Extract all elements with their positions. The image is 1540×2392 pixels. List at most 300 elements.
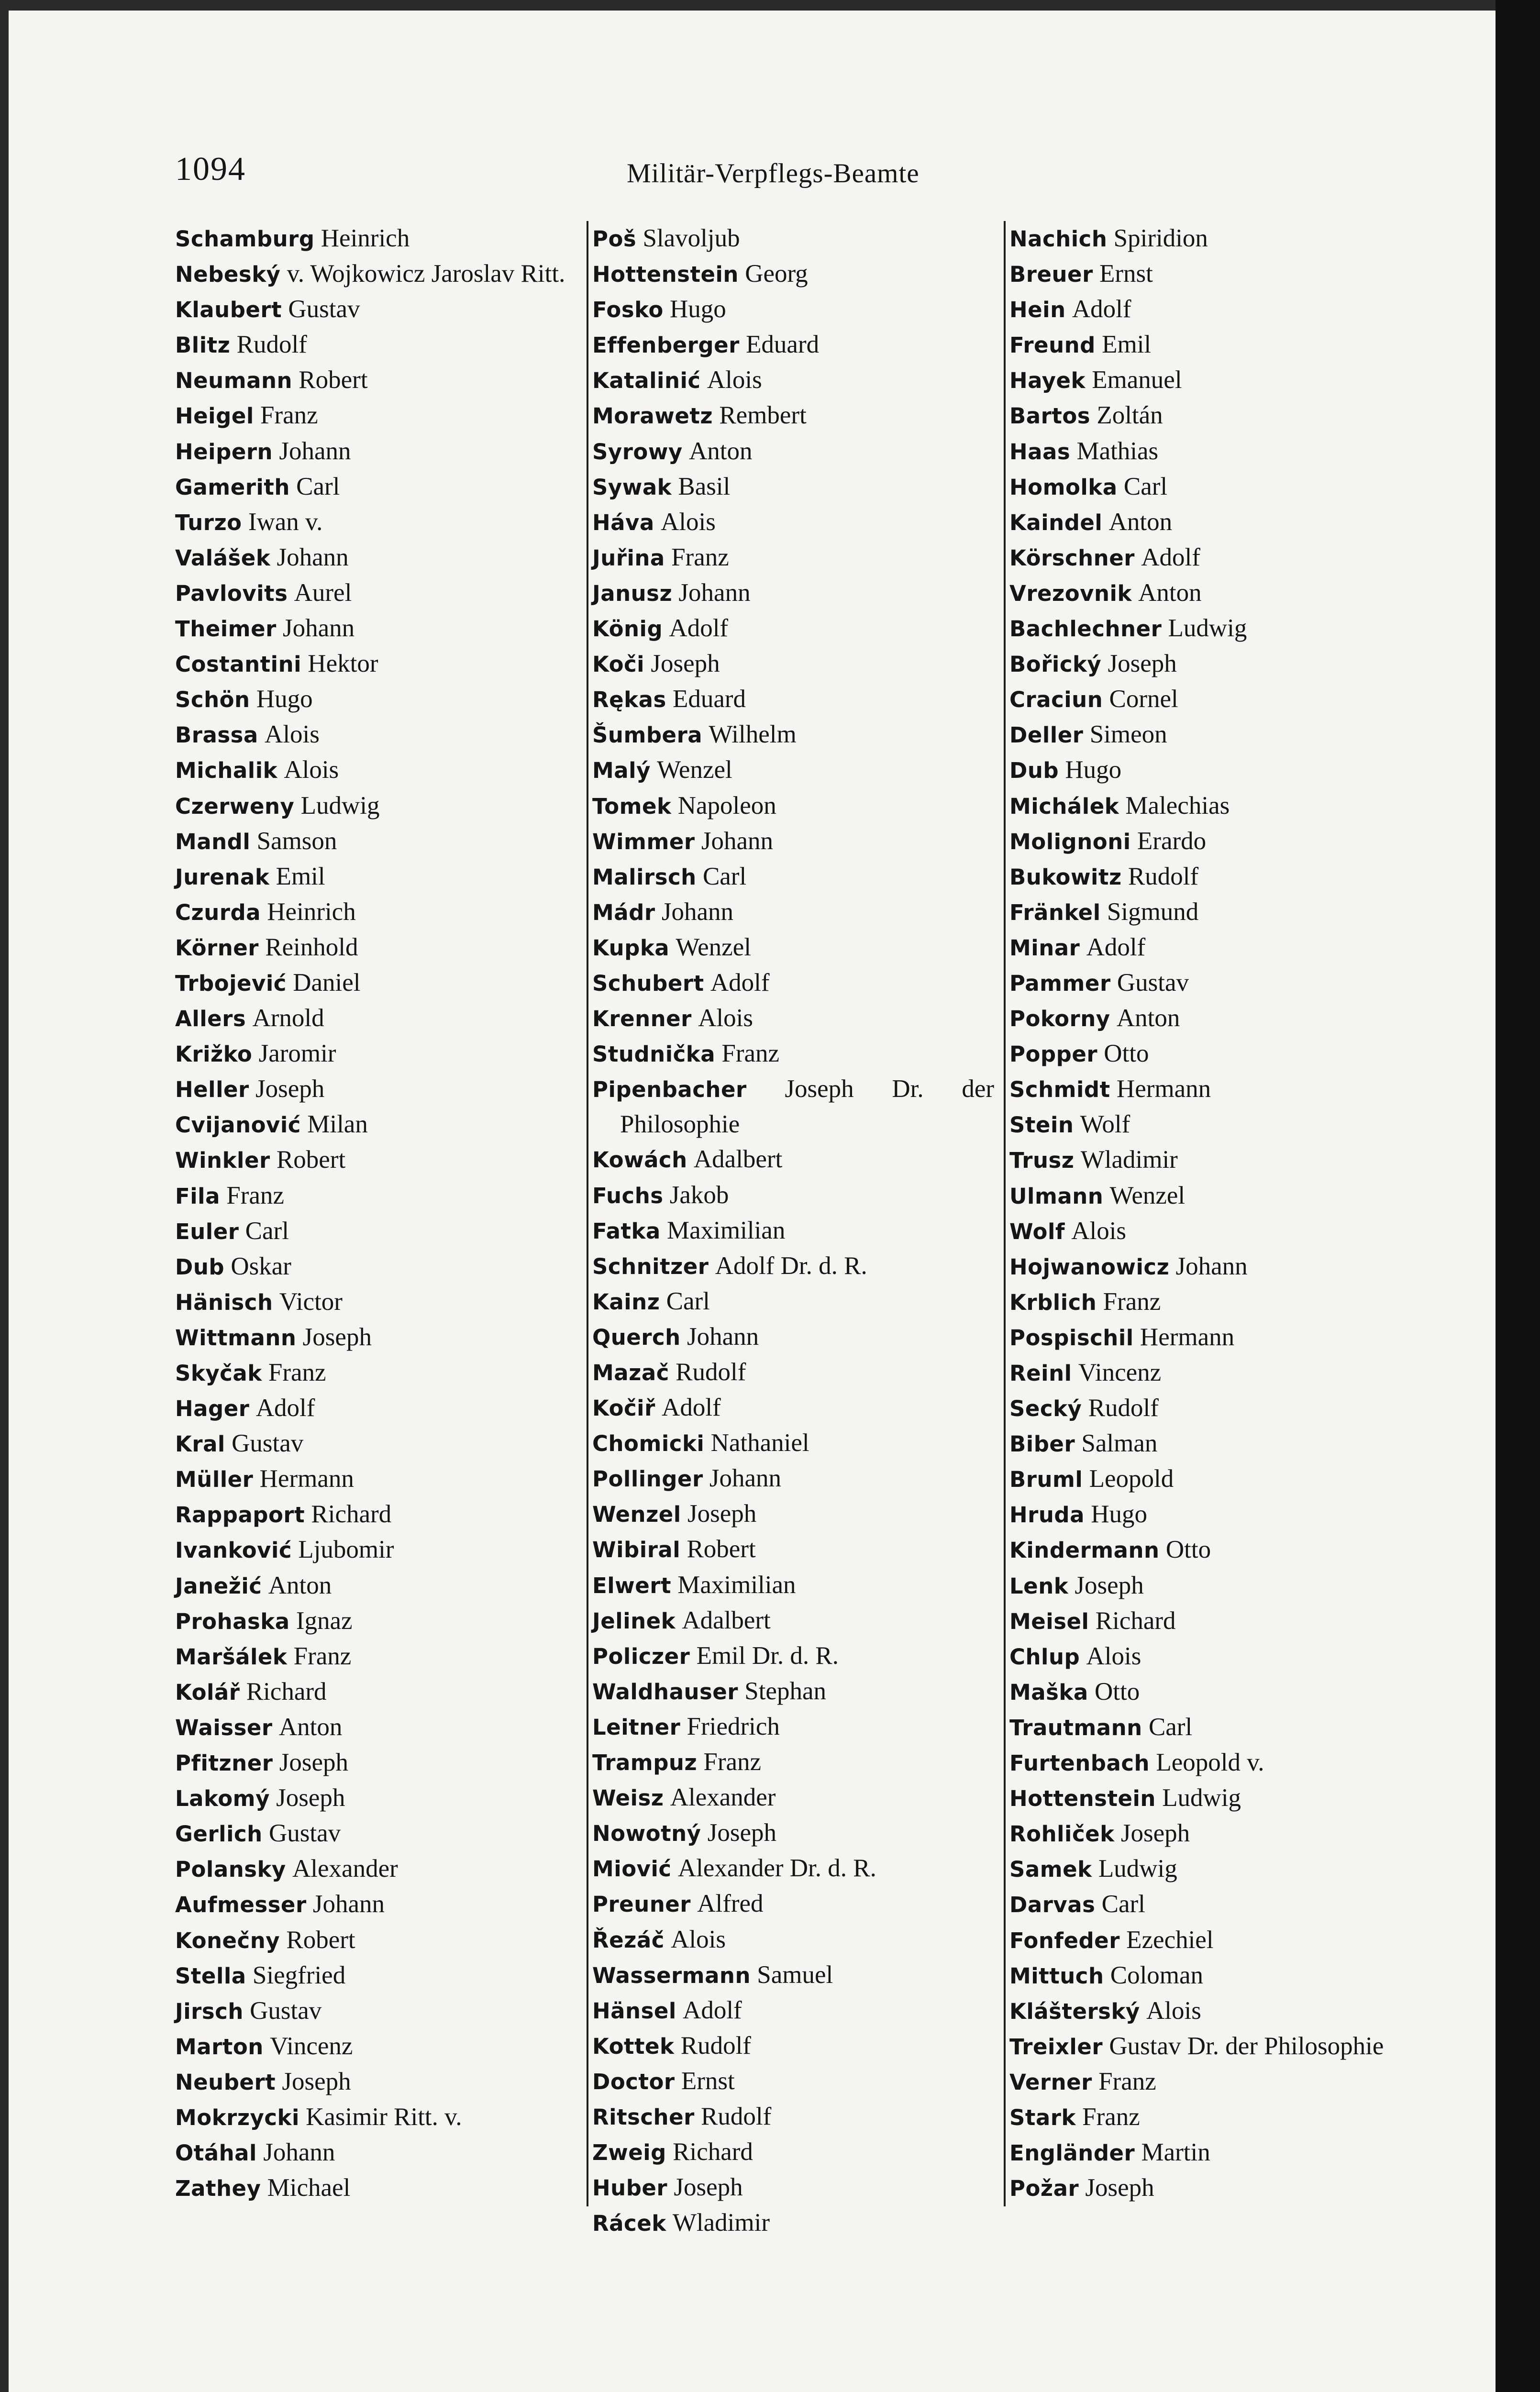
entry-surname: Klaubert xyxy=(175,297,282,323)
entry-surname: Heipern xyxy=(175,439,273,465)
entry-given-name: Alois xyxy=(1146,1996,1201,2025)
entry-surname: Ivanković xyxy=(175,1538,292,1563)
entry-given-name: Gustav xyxy=(268,1819,341,1848)
entry-given-name: Rembert xyxy=(719,401,807,430)
entry-surname: Fuchs xyxy=(592,1183,664,1208)
entry-surname: Stein xyxy=(1009,1112,1074,1138)
entry-given-name: v. Wojkowicz Jaroslav Ritt. xyxy=(287,260,565,288)
entry-surname: Požar xyxy=(1009,2176,1079,2202)
entry-surname: Dub xyxy=(1009,758,1059,784)
name-entry xyxy=(175,1426,587,1462)
name-entry xyxy=(592,1639,994,1674)
name-entry xyxy=(1009,682,1421,717)
entry-given-name: Victor xyxy=(279,1287,343,1316)
entry-surname: Heller xyxy=(175,1077,249,1103)
entry-surname: Treixler xyxy=(1009,2034,1103,2060)
entry-given-name: Johann xyxy=(1175,1252,1248,1280)
entry-surname: Michalik xyxy=(175,758,278,784)
entry-surname: Janusz xyxy=(592,580,673,606)
entry-given-name: Milan xyxy=(307,1110,368,1139)
entry-surname: Reinl xyxy=(1009,1361,1072,1386)
book-page xyxy=(9,11,1496,2392)
entry-given-name: Alois xyxy=(265,720,320,749)
entry-surname: Polansky xyxy=(175,1857,286,1883)
entry-surname: Darvas xyxy=(1009,1892,1096,1918)
entry-surname: Stella xyxy=(175,1963,246,1989)
entry-surname: Dub xyxy=(175,1254,225,1280)
name-entry xyxy=(592,1072,994,1142)
entry-surname: Waisser xyxy=(175,1715,273,1740)
name-entry xyxy=(175,540,587,576)
entry-surname: Poš xyxy=(592,226,637,252)
name-entry xyxy=(592,469,994,505)
entry-given-name: Johann xyxy=(263,2138,335,2167)
entry-surname: Jelinek xyxy=(592,1608,676,1634)
entry-given-name: Anton xyxy=(1116,1004,1180,1032)
name-entry xyxy=(1009,221,1421,256)
name-entry xyxy=(175,895,587,930)
entry-surname: Wibiral xyxy=(592,1537,681,1563)
name-entry xyxy=(175,2135,587,2171)
entry-given-name: Joseph xyxy=(276,1784,345,1812)
entry-surname: Mádr xyxy=(592,899,655,925)
entry-surname: Trbojević xyxy=(175,970,287,996)
entry-given-name: Heinrich xyxy=(267,897,356,926)
entry-given-name: Zoltán xyxy=(1097,401,1163,430)
entry-given-name: Robert xyxy=(299,366,368,394)
entry-given-name: Emil Dr. d. R. xyxy=(696,1641,839,1670)
name-entry xyxy=(175,1214,587,1249)
entry-given-name: Iwan v. xyxy=(248,508,323,536)
name-entry xyxy=(175,1001,587,1036)
entry-given-name: Rudolf xyxy=(236,331,307,359)
entry-surname: Konečny xyxy=(175,1927,280,1953)
entry-given-name: Adolf xyxy=(683,1996,742,2024)
entry-given-name: Slavoljub xyxy=(643,224,740,252)
entry-given-name: Gustav xyxy=(1117,968,1189,997)
entry-given-name: Wladimir xyxy=(672,2209,770,2237)
entry-given-name: Richard xyxy=(311,1500,392,1528)
entry-given-name: Carl xyxy=(666,1287,710,1315)
entry-given-name: Oskar xyxy=(231,1252,291,1280)
entry-surname: Trusz xyxy=(1009,1148,1075,1174)
entry-given-name: Hektor xyxy=(308,650,378,678)
entry-surname: Homolka xyxy=(1009,474,1118,500)
entry-given-name: Wolf xyxy=(1080,1110,1130,1139)
entry-surname: Doctor xyxy=(592,2069,675,2094)
name-entry xyxy=(592,930,994,965)
entry-surname: Lakomý xyxy=(175,1786,270,1812)
entry-given-name: Ludwig xyxy=(1162,1784,1241,1812)
entry-surname: Cvijanović xyxy=(175,1112,301,1138)
name-entry xyxy=(592,611,994,646)
entry-given-name: Anton xyxy=(278,1713,343,1741)
entry-surname: Schamburg xyxy=(175,226,315,252)
name-entry xyxy=(175,788,587,824)
entry-surname: Krenner xyxy=(592,1006,692,1032)
entry-given-name: Ludwig xyxy=(1168,614,1247,642)
name-entry xyxy=(1009,1249,1421,1285)
entry-surname: Mandl xyxy=(175,829,251,854)
page-number: 1094 xyxy=(175,151,246,188)
name-entry xyxy=(175,292,587,327)
name-entry xyxy=(1009,1923,1421,1958)
entry-surname: Koči xyxy=(592,652,645,677)
entry-given-name: Otto xyxy=(1104,1040,1149,1068)
name-entry xyxy=(175,2171,587,2206)
name-entry xyxy=(592,1568,994,1603)
name-entry xyxy=(175,221,587,256)
entry-surname: Freund xyxy=(1009,332,1096,358)
entry-surname: Bachlechner xyxy=(1009,616,1162,642)
name-entry xyxy=(1009,2100,1421,2135)
name-entry xyxy=(592,1249,994,1284)
entry-given-name: Adolf xyxy=(1072,295,1131,323)
name-entry xyxy=(175,611,587,646)
entry-surname: Schmidt xyxy=(1009,1077,1110,1103)
name-entry xyxy=(1009,1781,1421,1816)
entry-given-name: Alexander xyxy=(292,1855,398,1883)
entry-surname: Kottek xyxy=(592,2033,675,2059)
name-entry xyxy=(175,1285,587,1320)
name-entry xyxy=(175,1781,587,1816)
entry-given-name: Alois xyxy=(660,508,716,536)
entry-given-name: Adolf xyxy=(1086,933,1146,961)
name-entry xyxy=(175,824,587,859)
entry-given-name: Johann xyxy=(279,437,351,465)
entry-given-name: Hermann xyxy=(1140,1323,1235,1351)
entry-given-name: Reinhold xyxy=(265,933,358,961)
entry-given-name: Michael xyxy=(267,2174,351,2202)
name-entry xyxy=(1009,1036,1421,1072)
entry-given-name: Richard xyxy=(1095,1606,1176,1635)
entry-given-name: Vincenz xyxy=(270,2032,353,2060)
entry-given-name: Anton xyxy=(268,1571,332,1599)
name-entry xyxy=(592,1958,994,1993)
name-entry xyxy=(1009,1993,1421,2029)
name-entry xyxy=(1009,327,1421,363)
entry-given-name: Georg xyxy=(745,260,808,288)
name-entry xyxy=(1009,1497,1421,1532)
entry-given-name: Martin xyxy=(1141,2138,1210,2167)
name-entry xyxy=(1009,717,1421,753)
entry-given-name: Joseph xyxy=(282,2067,351,2095)
name-entry xyxy=(175,1107,587,1142)
name-entry xyxy=(175,327,587,363)
name-entry xyxy=(592,1816,994,1851)
name-entry xyxy=(592,965,994,1001)
name-entry xyxy=(175,1355,587,1391)
entry-given-name: Franz xyxy=(1098,2067,1156,2095)
entry-surname: Hottenstein xyxy=(592,262,739,288)
entry-surname: Körner xyxy=(175,935,259,961)
entry-given-name: Richard xyxy=(246,1677,327,1705)
entry-surname: Maška xyxy=(1009,1679,1088,1705)
entry-given-name: Carl xyxy=(245,1217,289,1245)
name-entry xyxy=(592,1001,994,1036)
entry-surname: Pipenbacher xyxy=(592,1077,747,1103)
name-entry xyxy=(592,753,994,788)
name-entry xyxy=(592,895,994,930)
entry-surname: Gerlich xyxy=(175,1821,263,1847)
entry-surname: Policzer xyxy=(592,1643,690,1669)
name-entry xyxy=(1009,646,1421,682)
name-entry xyxy=(175,1532,587,1568)
name-entry xyxy=(175,2064,587,2100)
entry-surname: Deller xyxy=(1009,722,1084,748)
entry-given-name: Adalbert xyxy=(682,1606,771,1634)
name-entry xyxy=(1009,1107,1421,1142)
entry-surname: Czurda xyxy=(175,899,261,925)
entry-given-name: Ignaz xyxy=(296,1606,353,1635)
entry-surname: Mazač xyxy=(592,1360,669,1385)
name-entry xyxy=(592,1603,994,1639)
name-entry xyxy=(175,1958,587,1993)
entry-surname: Turzo xyxy=(175,509,242,535)
entry-surname: Czerweny xyxy=(175,793,295,819)
entry-surname: Schön xyxy=(175,687,250,713)
entry-surname: Pavlovits xyxy=(175,580,288,606)
entry-surname: Samek xyxy=(1009,1857,1092,1883)
entry-surname: Rappaport xyxy=(175,1502,305,1528)
name-entry xyxy=(1009,576,1421,611)
entry-given-name: Nathaniel xyxy=(710,1429,809,1457)
entry-surname: Miović xyxy=(592,1856,672,1882)
entry-surname: Nebeský xyxy=(175,262,281,288)
name-entry xyxy=(592,576,994,611)
entry-surname: Bukowitz xyxy=(1009,864,1122,890)
name-entry xyxy=(592,256,994,292)
entry-surname: Körschner xyxy=(1009,545,1135,571)
entry-given-name: Vincenz xyxy=(1078,1359,1162,1386)
name-entry xyxy=(592,1922,994,1958)
entry-given-name: Franz xyxy=(703,1748,762,1776)
entry-given-name: Rudolf xyxy=(1128,862,1199,890)
entry-given-name: Johann xyxy=(709,1464,782,1493)
name-entry xyxy=(1009,1816,1421,1851)
entry-given-name: Anton xyxy=(689,437,753,465)
name-entry xyxy=(1009,505,1421,540)
entry-surname: Križko xyxy=(175,1041,253,1067)
entry-given-name: Friedrich xyxy=(687,1712,780,1740)
name-entry xyxy=(592,540,994,576)
entry-surname: Schubert xyxy=(592,970,704,996)
entry-given-name: Ludwig xyxy=(300,791,380,819)
entry-given-name: Gustav xyxy=(232,1429,304,1458)
entry-given-name: Maximilian xyxy=(677,1571,796,1599)
running-title: Militär-Verpflegs-Beamte xyxy=(627,158,920,188)
entry-surname: Pammer xyxy=(1009,970,1111,996)
name-entry xyxy=(592,505,994,540)
name-entry xyxy=(592,1284,994,1319)
name-entry xyxy=(175,469,587,505)
entry-surname: Katalinić xyxy=(592,368,701,394)
entry-given-name: Alois xyxy=(671,1925,726,1953)
name-entry xyxy=(1009,824,1421,859)
entry-given-name: Franz xyxy=(226,1181,284,1209)
name-entry xyxy=(1009,788,1421,824)
name-entry xyxy=(592,1142,994,1177)
entry-given-name: Wladimir xyxy=(1080,1146,1178,1174)
entry-surname: Popper xyxy=(1009,1041,1098,1067)
entry-surname: Schnitzer xyxy=(592,1253,709,1279)
entry-surname: Kočiř xyxy=(592,1395,655,1421)
entry-surname: Breuer xyxy=(1009,262,1093,288)
name-entry xyxy=(592,1426,994,1461)
entry-given-name: Adolf xyxy=(1141,543,1200,571)
name-entry xyxy=(592,2028,994,2064)
entry-given-name: Rudolf xyxy=(701,2102,772,2130)
name-entry xyxy=(592,717,994,753)
name-entry xyxy=(175,1142,587,1178)
entry-surname: Wassermann xyxy=(592,1962,751,1988)
name-entry xyxy=(1009,2135,1421,2171)
name-entry xyxy=(1009,1142,1421,1178)
entry-surname: Pollinger xyxy=(592,1466,703,1492)
entry-given-name: Alexander xyxy=(670,1783,776,1812)
name-entry xyxy=(592,327,994,363)
entry-given-name: Ezechiel xyxy=(1126,1926,1214,1954)
entry-surname: Prohaska xyxy=(175,1608,290,1634)
entry-surname: Elwert xyxy=(592,1573,671,1598)
name-entry xyxy=(175,1036,587,1072)
entry-given-name: Spiridion xyxy=(1113,224,1208,252)
scan-edge xyxy=(1496,0,1540,2392)
entry-surname: Nowotný xyxy=(592,1821,701,1847)
entry-surname: Secký xyxy=(1009,1396,1082,1422)
entry-surname: Krblich xyxy=(1009,1289,1097,1315)
name-entry xyxy=(592,1674,994,1709)
name-entry xyxy=(1009,2064,1421,2100)
name-entry xyxy=(1009,611,1421,646)
name-entry xyxy=(175,1462,587,1497)
entry-given-name: Ludwig xyxy=(1098,1855,1177,1883)
entry-surname: Studnička xyxy=(592,1041,716,1067)
entry-surname: Winkler xyxy=(175,1148,270,1174)
name-entry xyxy=(1009,2029,1421,2064)
entry-surname: Kainz xyxy=(592,1289,660,1315)
name-entry xyxy=(175,1320,587,1355)
entry-surname: Wolf xyxy=(1009,1218,1065,1244)
name-entry xyxy=(592,292,994,327)
entry-surname: Mittuch xyxy=(1009,1963,1104,1989)
entry-surname: Wenzel xyxy=(592,1502,681,1528)
name-entry xyxy=(592,221,994,256)
entry-surname: Hein xyxy=(1009,297,1066,323)
entry-surname: Morawetz xyxy=(592,403,713,429)
name-entry xyxy=(1009,469,1421,505)
name-entry xyxy=(592,1496,994,1532)
name-entry xyxy=(175,1604,587,1639)
entry-surname: Trampuz xyxy=(592,1750,698,1776)
entry-surname: Nachich xyxy=(1009,226,1108,252)
entry-given-name: Franz xyxy=(721,1040,780,1068)
entry-surname: Kolář xyxy=(175,1679,240,1705)
entry-surname: Jurenak xyxy=(175,864,270,890)
entry-given-name: Johann xyxy=(678,578,751,607)
entry-given-name: Joseph xyxy=(687,1500,757,1528)
entry-given-name: Hermann xyxy=(1116,1075,1211,1103)
entry-surname: Müller xyxy=(175,1467,254,1493)
entry-surname: Mokrzycki xyxy=(175,2104,299,2130)
entry-surname: Molignoni xyxy=(1009,829,1131,854)
entry-surname: Kowách xyxy=(592,1147,687,1173)
entry-surname: Hänsel xyxy=(592,1998,676,2024)
name-entry xyxy=(1009,965,1421,1001)
name-entry xyxy=(175,930,587,965)
name-entry xyxy=(592,1886,994,1922)
entry-given-name: Adolf xyxy=(662,1394,721,1422)
name-entry xyxy=(1009,1887,1421,1922)
name-entry xyxy=(592,824,994,859)
name-entry xyxy=(592,363,994,398)
name-entry xyxy=(1009,1851,1421,1887)
entry-surname: Kaindel xyxy=(1009,509,1103,535)
entry-given-name: Joseph xyxy=(707,1819,776,1847)
entry-given-name: Franz xyxy=(1082,2103,1140,2131)
name-entry xyxy=(592,1993,994,2028)
entry-surname: Neumann xyxy=(175,368,293,394)
entry-surname: Verner xyxy=(1009,2069,1092,2095)
entry-given-name: Johann xyxy=(661,897,733,926)
name-entry xyxy=(175,1745,587,1781)
name-entry xyxy=(592,682,994,717)
entry-given-name: Anton xyxy=(1108,508,1173,536)
entry-given-name: Malechias xyxy=(1125,791,1230,819)
entry-surname: Bruml xyxy=(1009,1467,1083,1493)
entry-given-name: Eduard xyxy=(746,331,820,359)
entry-surname: Hruda xyxy=(1009,1502,1085,1528)
entry-surname: Chlup xyxy=(1009,1644,1080,1670)
name-entry xyxy=(175,1816,587,1851)
name-entry xyxy=(592,398,994,433)
entry-given-name: Johann xyxy=(277,543,349,571)
entry-surname: Costantini xyxy=(175,652,302,677)
entry-surname: Skyčak xyxy=(175,1361,262,1386)
name-entry xyxy=(592,1461,994,1496)
entry-given-name: Alois xyxy=(1071,1217,1127,1245)
name-entry xyxy=(1009,1178,1421,1214)
entry-given-name: Carl xyxy=(1148,1713,1193,1741)
name-entry xyxy=(592,1390,994,1426)
name-entry xyxy=(175,1178,587,1214)
name-entry xyxy=(1009,1604,1421,1639)
entry-given-name: Erardo xyxy=(1137,827,1207,855)
entry-given-name: Richard xyxy=(673,2138,753,2166)
entry-surname: Rękas xyxy=(592,687,666,713)
name-entry xyxy=(1009,859,1421,895)
entry-given-name: Napoleon xyxy=(677,791,776,819)
entry-given-name: Adolf xyxy=(255,1394,315,1422)
entry-surname: Ulmann xyxy=(1009,1183,1104,1209)
entry-surname: Juřina xyxy=(592,545,665,571)
name-entry xyxy=(175,1391,587,1426)
entry-given-name: Franz xyxy=(293,1642,352,1670)
entry-surname: Neubert xyxy=(175,2069,276,2095)
entry-given-name: Arnold xyxy=(252,1004,324,1032)
name-entry xyxy=(175,2029,587,2064)
entry-surname: Bořický xyxy=(1009,652,1102,677)
entry-given-name: Anton xyxy=(1138,578,1202,607)
entry-given-name: Robert xyxy=(687,1535,756,1563)
entry-given-name: Adolf Dr. d. R. xyxy=(715,1251,867,1280)
entry-given-name: Adolf xyxy=(710,968,770,997)
entry-given-name: Salman xyxy=(1081,1429,1158,1458)
entry-given-name: Coloman xyxy=(1110,1961,1204,1989)
entry-given-name: Adolf xyxy=(669,614,729,642)
name-entry xyxy=(1009,1639,1421,1674)
entry-given-name: Emil xyxy=(276,862,325,890)
